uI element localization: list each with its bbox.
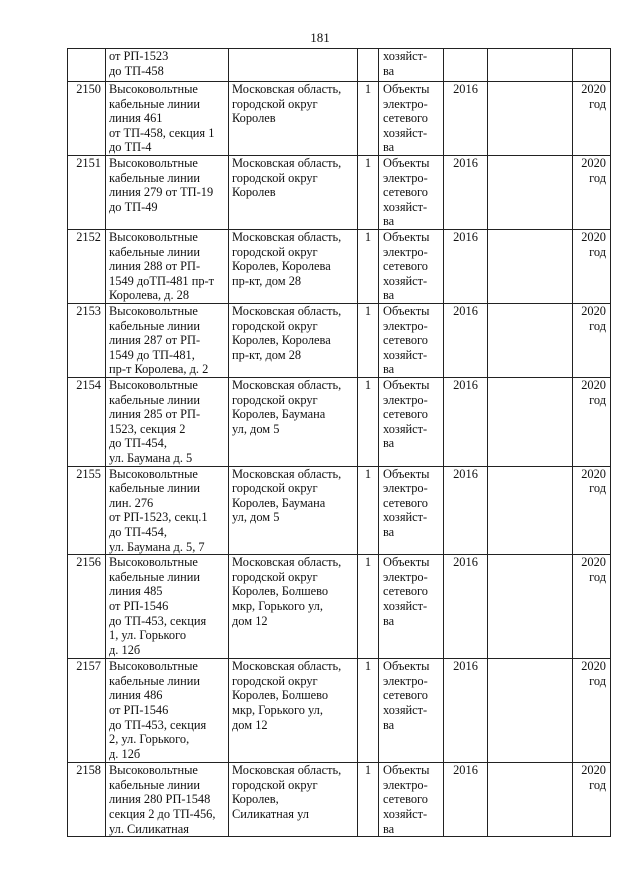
quantity-cell: 1 <box>358 466 379 555</box>
table-row <box>68 378 611 467</box>
object-type-cell: Объекты электро- сетевого хозяйст- ва <box>379 555 444 659</box>
row-number: 2157 <box>68 659 106 763</box>
object-type-cell: Объекты электро- сетевого хозяйст- ва <box>379 230 444 304</box>
end-year-cell: 2020 год <box>573 466 611 555</box>
object-name-cell: Высоковольтные кабельные линии линия 279 от ТП-19 до ТП-49 <box>106 156 229 230</box>
object-name-cell: Высоковольтные кабельные линии линия 288 от РП- 1549 доТП-481 пр-т Королева, д. 28 <box>106 230 229 304</box>
year-cell: 2016 <box>444 763 488 837</box>
object-name-cell: Высоковольтные кабельные линии линия 285 от РП- 1523, секция 2 до ТП-454, ул. Баумана д. 5 <box>106 378 229 467</box>
location-cell: Московская область, городской округ Королев, Силикатная ул <box>229 763 358 837</box>
object-name-cell: Высоковольтные кабельные линии линия 280 РП-1548 секция 2 до ТП-456, ул. Силикатная <box>106 763 229 837</box>
object-name-cell: от РП-1523 до ТП-458 <box>106 49 229 82</box>
row-number: 2156 <box>68 555 106 659</box>
object-name-cell: Высоковольтные кабельные линии лин. 276 от РП-1523, секц.1 до ТП-454, ул. Баумана д. 5, 7 <box>106 466 229 555</box>
year-cell: 2016 <box>444 466 488 555</box>
row-number: 2154 <box>68 378 106 467</box>
row-number: 2158 <box>68 763 106 837</box>
object-name-cell: Высоковольтные кабельные линии линия 461 от ТП-458, секция 1 до ТП-4 <box>106 82 229 156</box>
row-number: 2151 <box>68 156 106 230</box>
end-year-cell: 2020 год <box>573 304 611 378</box>
table-row <box>68 304 611 378</box>
location-cell: Московская область, городской округ Королев, Королева пр-кт, дом 28 <box>229 230 358 304</box>
end-year-cell: 2020 год <box>573 763 611 837</box>
object-type-cell: Объекты электро- сетевого хозяйст- ва <box>379 763 444 837</box>
end-year-cell: 2020 год <box>573 659 611 763</box>
row-number: 2153 <box>68 304 106 378</box>
location-cell: Московская область, городской округ Королев, Баумана ул, дом 5 <box>229 466 358 555</box>
location-cell: Московская область, городской округ Королев, Болшево мкр, Горького ул, дом 12 <box>229 659 358 763</box>
year-cell: 2016 <box>444 378 488 467</box>
quantity-cell: 1 <box>358 763 379 837</box>
location-cell: Московская область, городской округ Королев, Баумана ул, дом 5 <box>229 378 358 467</box>
end-year-cell: 2020 год <box>573 230 611 304</box>
row-number: 2152 <box>68 230 106 304</box>
location-cell: Московская область, городской округ Королев <box>229 82 358 156</box>
table-row <box>68 156 611 230</box>
object-type-cell: хозяйст- ва <box>379 49 444 82</box>
row-number: 2150 <box>68 82 106 156</box>
location-cell: Московская область, городской округ Королев, Королева пр-кт, дом 28 <box>229 304 358 378</box>
object-type-cell: Объекты электро- сетевого хозяйст- ва <box>379 659 444 763</box>
page-number: 181 <box>310 30 330 45</box>
location-cell: Московская область, городской округ Королев, Болшево мкр, Горького ул, дом 12 <box>229 555 358 659</box>
quantity-cell: 1 <box>358 555 379 659</box>
end-year-cell: 2020 год <box>573 555 611 659</box>
table-row <box>68 230 611 304</box>
year-cell: 2016 <box>444 659 488 763</box>
table-row <box>68 763 611 837</box>
end-year-cell: 2020 год <box>573 82 611 156</box>
object-type-cell: Объекты электро- сетевого хозяйст- ва <box>379 82 444 156</box>
registry-table <box>67 48 611 837</box>
row-number: 2155 <box>68 466 106 555</box>
object-type-cell: Объекты электро- сетевого хозяйст- ва <box>379 156 444 230</box>
object-type-cell: Объекты электро- сетевого хозяйст- ва <box>379 304 444 378</box>
object-type-cell: Объекты электро- сетевого хозяйст- ва <box>379 466 444 555</box>
year-cell: 2016 <box>444 555 488 659</box>
end-year-cell: 2020 год <box>573 378 611 467</box>
object-name-cell: Высоковольтные кабельные линии линия 486 от РП-1546 до ТП-453, секция 2, ул. Горького, д. 12б <box>106 659 229 763</box>
table-row-continuation <box>68 49 611 82</box>
table-row <box>68 82 611 156</box>
quantity-cell: 1 <box>358 230 379 304</box>
table-row <box>68 659 611 763</box>
object-name-cell: Высоковольтные кабельные линии линия 287 от РП- 1549 до ТП-481, пр-т Королева, д. 2 <box>106 304 229 378</box>
end-year-cell: 2020 год <box>573 156 611 230</box>
quantity-cell: 1 <box>358 304 379 378</box>
year-cell: 2016 <box>444 156 488 230</box>
quantity-cell: 1 <box>358 378 379 467</box>
quantity-cell: 1 <box>358 659 379 763</box>
quantity-cell: 1 <box>358 156 379 230</box>
table-row <box>68 555 611 659</box>
table-row <box>68 466 611 555</box>
year-cell: 2016 <box>444 230 488 304</box>
object-name-cell: Высоковольтные кабельные линии линия 485 от РП-1546 до ТП-453, секция 1, ул. Горького д. 12б <box>106 555 229 659</box>
location-cell: Московская область, городской округ Королев <box>229 156 358 230</box>
object-type-cell: Объекты электро- сетевого хозяйст- ва <box>379 378 444 467</box>
year-cell: 2016 <box>444 304 488 378</box>
year-cell: 2016 <box>444 82 488 156</box>
quantity-cell: 1 <box>358 82 379 156</box>
